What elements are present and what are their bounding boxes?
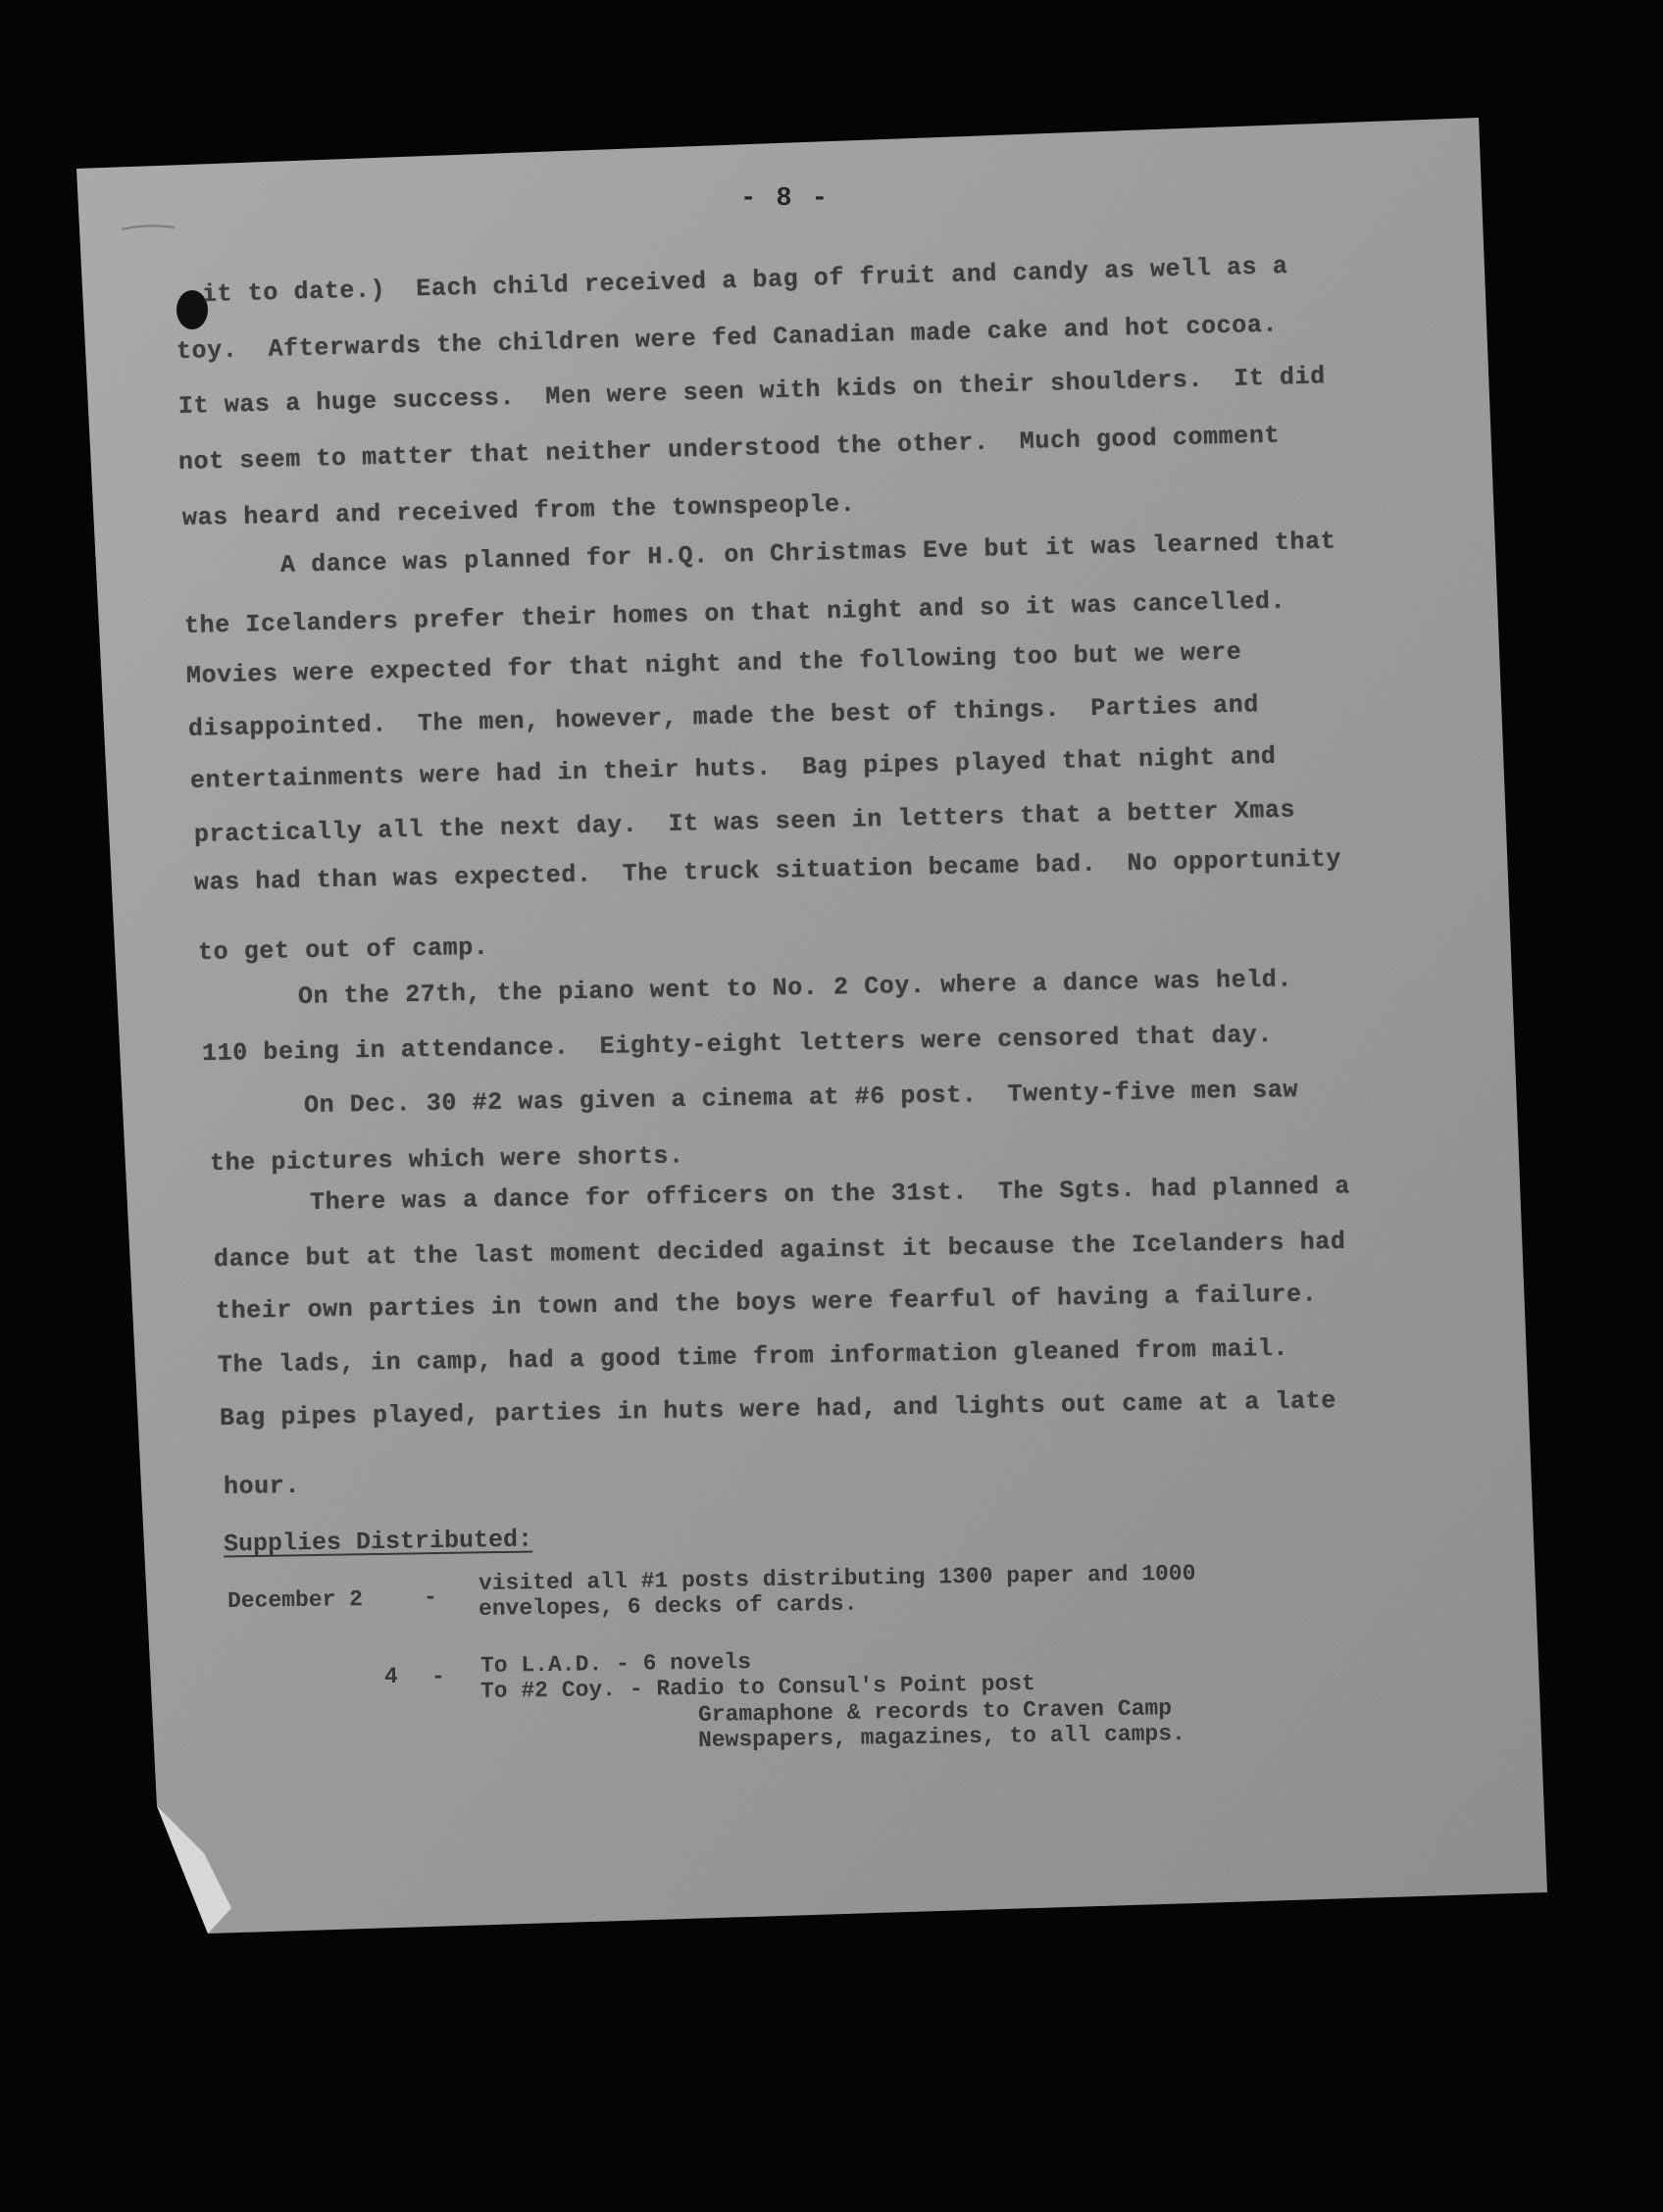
paragraph-line: practically all the next day. It was seen in letters that a better Xmas bbox=[193, 795, 1296, 849]
supply-date: December 2 bbox=[227, 1586, 364, 1614]
paragraph-line: entertainments were had in their huts. Bag pipes played that night and bbox=[189, 741, 1277, 795]
supplies-heading: Supplies Distributed: bbox=[223, 1525, 533, 1559]
paragraph-line: was heard and received from the townspeople. bbox=[181, 489, 856, 532]
paragraph-line: A dance was planned for H.Q. on Christmas Eve but it was learned that bbox=[279, 527, 1336, 579]
page-number: - 8 - bbox=[740, 184, 831, 214]
supply-date: 4 bbox=[384, 1664, 398, 1689]
paragraph-line: On the 27th, the piano went to No. 2 Coy. where a dance was held. bbox=[297, 965, 1293, 1011]
supply-dash: - bbox=[431, 1664, 445, 1689]
paragraph-line: dance but at the last moment decided against it because the Icelanders had bbox=[213, 1227, 1346, 1274]
paragraph-line: the Icelanders prefer their homes on that night and so it was cancelled. bbox=[183, 586, 1286, 640]
paragraph-line: hour. bbox=[223, 1471, 301, 1501]
paragraph-line: it to date.) Each child received a bag of fruit and candy as well as a bbox=[201, 252, 1288, 309]
paragraph-line: Bag pipes played, parties in huts were had, and lights out came at a late bbox=[219, 1386, 1337, 1433]
supply-dash: - bbox=[424, 1584, 437, 1610]
paragraph-line: disappointed. The men, however, made the best of things. Parties and bbox=[187, 690, 1260, 743]
paragraph-line: There was a dance for officers on the 31st. The Sgts. had planned a bbox=[309, 1172, 1351, 1217]
paragraph-line: Movies were expected for that night and the following too but we were bbox=[185, 637, 1242, 690]
paragraph-line: was had than was expected. The truck situation became bad. No opportunity bbox=[193, 844, 1342, 897]
paragraph-line: not seem to matter that neither understood the other. Much good comment bbox=[177, 421, 1281, 477]
paragraph-line: to get out of camp. bbox=[197, 932, 489, 967]
supply-line: To L.A.D. - 6 novels bbox=[479, 1649, 752, 1679]
paragraph-line: It was a huge success. Men were seen with kids on their shoulders. It did bbox=[177, 362, 1327, 421]
paragraph-line: On Dec. 30 #2 was given a cinema at #6 post. Twenty-five men saw bbox=[303, 1076, 1299, 1120]
paragraph-line: 110 being in attendance. Eighty-eight letters were censored that day. bbox=[201, 1020, 1274, 1068]
supply-line: visited all #1 posts distributing 1300 paper and 1000 bbox=[478, 1560, 1196, 1596]
paragraph-line: the pictures which were shorts. bbox=[209, 1141, 684, 1178]
supply-line: Newspapers, magazines, to all camps. bbox=[697, 1721, 1186, 1753]
paragraph-line: toy. Afterwards the children were fed Canadian made cake and hot cocoa. bbox=[176, 310, 1279, 366]
paragraph-line: their own parties in town and the boys were fearful of having a failure. bbox=[215, 1280, 1318, 1326]
paragraph-line: The lads, in camp, had a good time from information gleaned from mail. bbox=[217, 1333, 1289, 1380]
supply-line: Gramaphone & records to Craven Camp bbox=[697, 1695, 1173, 1728]
supply-line: envelopes, 6 decks of cards. bbox=[478, 1590, 858, 1622]
supply-line: To #2 Coy. - Radio to Consul's Point post bbox=[479, 1671, 1036, 1704]
